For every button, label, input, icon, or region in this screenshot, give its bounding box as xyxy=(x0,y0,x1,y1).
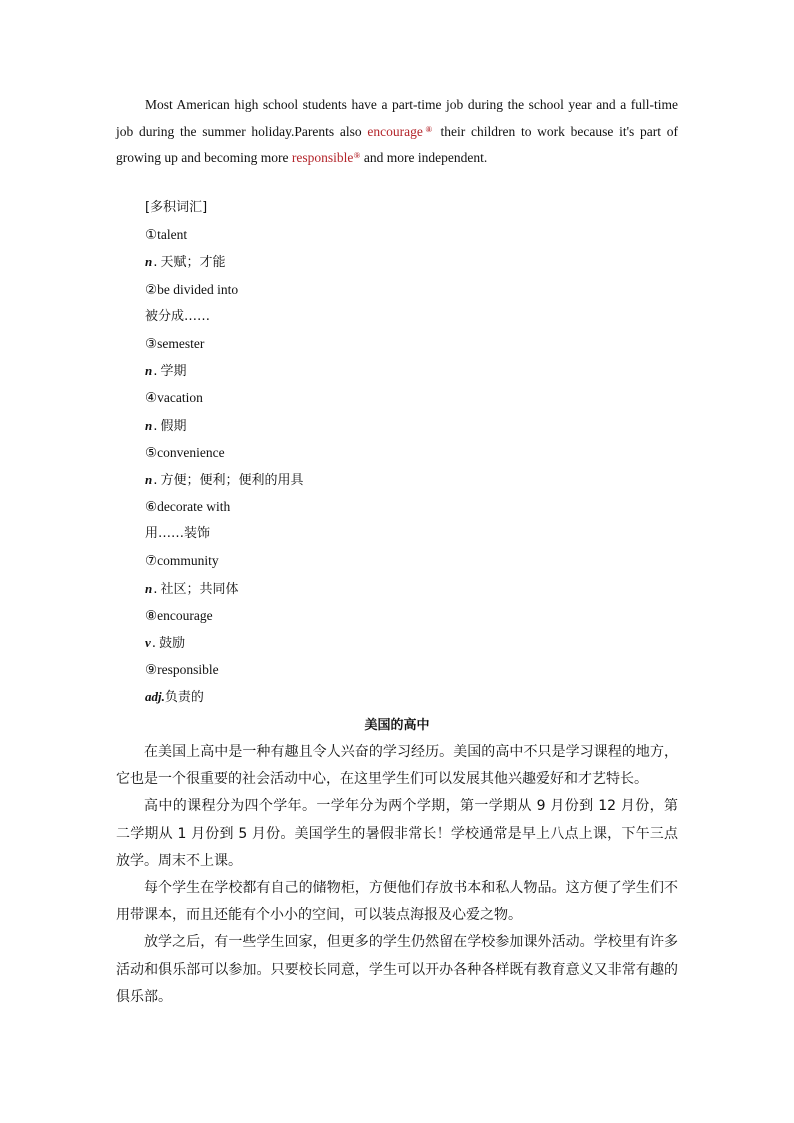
english-text-part2: their children to work because it's part of growing up and becoming more xyxy=(116,123,679,165)
vocab-meaning: 社区；共同体 xyxy=(160,581,239,597)
english-paragraph xyxy=(116,92,678,172)
vocab-meaning-row xyxy=(145,683,304,710)
vocab-term: ⑨responsible xyxy=(145,662,219,678)
vocab-pos: adj. xyxy=(145,689,165,705)
vocab-meaning: 用……装饰 xyxy=(145,526,211,542)
vocab-meaning: 负责的 xyxy=(164,690,204,706)
highlight-word-responsible: responsible xyxy=(291,150,354,165)
vocab-pos: n xyxy=(145,580,153,596)
footnote-marker-8: ⑧ xyxy=(422,124,435,134)
vocab-term: ⑦community xyxy=(145,553,219,569)
vocab-pos: n xyxy=(145,254,153,270)
chinese-article-title: 美国的高中 xyxy=(364,718,430,733)
english-text-part1: Most American high school students have a part-time job during the school year and a full-time job during the summer holiday.Parents also xyxy=(116,97,678,139)
vocab-meaning-row: n. 方便；便利；便利的用具 xyxy=(145,471,304,488)
vocab-term: ③semester xyxy=(145,335,205,351)
vocab-term: ⑤convenience xyxy=(145,444,225,460)
vocab-meaning-row: n. 社区；共同体 xyxy=(145,580,239,597)
vocab-pos: n xyxy=(145,417,153,433)
vocab-meaning: 天赋；才能 xyxy=(160,255,226,271)
vocab-pos: v xyxy=(145,635,151,650)
vocab-term: ④vacation xyxy=(145,390,203,406)
vocab-meaning: 方便；便利；便利的用具 xyxy=(160,472,304,488)
vocab-term: ②be divided into xyxy=(145,281,239,297)
vocab-term: ⑥decorate with xyxy=(145,499,231,515)
vocab-pos: n xyxy=(145,471,153,487)
footnote-marker-9: ⑨ xyxy=(353,151,361,160)
chinese-paragraph: 放学之后，有一些学生回家，但更多的学生仍然留在学校参加课外活动。学校里有许多活动和俱乐部可以参加。只要校长同意，学生可以开办各种各样既有教育意义又非常有趣的俱乐部。 xyxy=(116,934,678,1005)
vocab-pos: n xyxy=(145,363,153,379)
vocab-term: ①talent xyxy=(145,227,188,243)
vocab-term: ⑧encourage xyxy=(145,607,213,623)
vocab-meaning: 被分成…… xyxy=(145,308,211,324)
chinese-paragraph: 高中的课程分为四个学年。一学年分为两个学期，第一学期从 9 月份到 12 月份，第二学期从 1 月份到 5 月份。美国学生的暑假非常长！学校通常是早上八点上课，下午三点放学。周末不上课。 xyxy=(116,798,678,869)
vocab-meaning-row: v. 鼓励 xyxy=(145,635,186,651)
vocab-meaning: 学期 xyxy=(160,364,187,380)
highlight-word-encourage: encourage xyxy=(367,123,423,139)
vocab-meaning-row: n. 假期 xyxy=(145,417,187,434)
vocab-meaning-row: n. 天赋；才能 xyxy=(145,254,226,271)
vocabulary-list xyxy=(145,194,304,711)
vocab-meaning-row: n. 学期 xyxy=(145,363,187,380)
vocab-meaning: 假期 xyxy=(160,418,187,434)
vocab-meaning: 鼓励 xyxy=(159,636,186,651)
chinese-article-body xyxy=(116,739,678,1011)
vocabulary-heading: [多积词汇] xyxy=(145,200,208,215)
english-text-part3: and more independent. xyxy=(360,150,488,165)
chinese-paragraph: 每个学生在学校都有自己的储物柜，方便他们存放书本和私人物品。这方便了学生们不用带课本，而且还能有个小小的空间，可以装点海报及心爱之物。 xyxy=(116,880,678,924)
chinese-paragraph: 在美国上高中是一种有趣且令人兴奋的学习经历。美国的高中不只是学习课程的地方，它也是一个很重要的社会活动中心，在这里学生们可以发展其他兴趣爱好和才艺特长。 xyxy=(116,744,678,788)
